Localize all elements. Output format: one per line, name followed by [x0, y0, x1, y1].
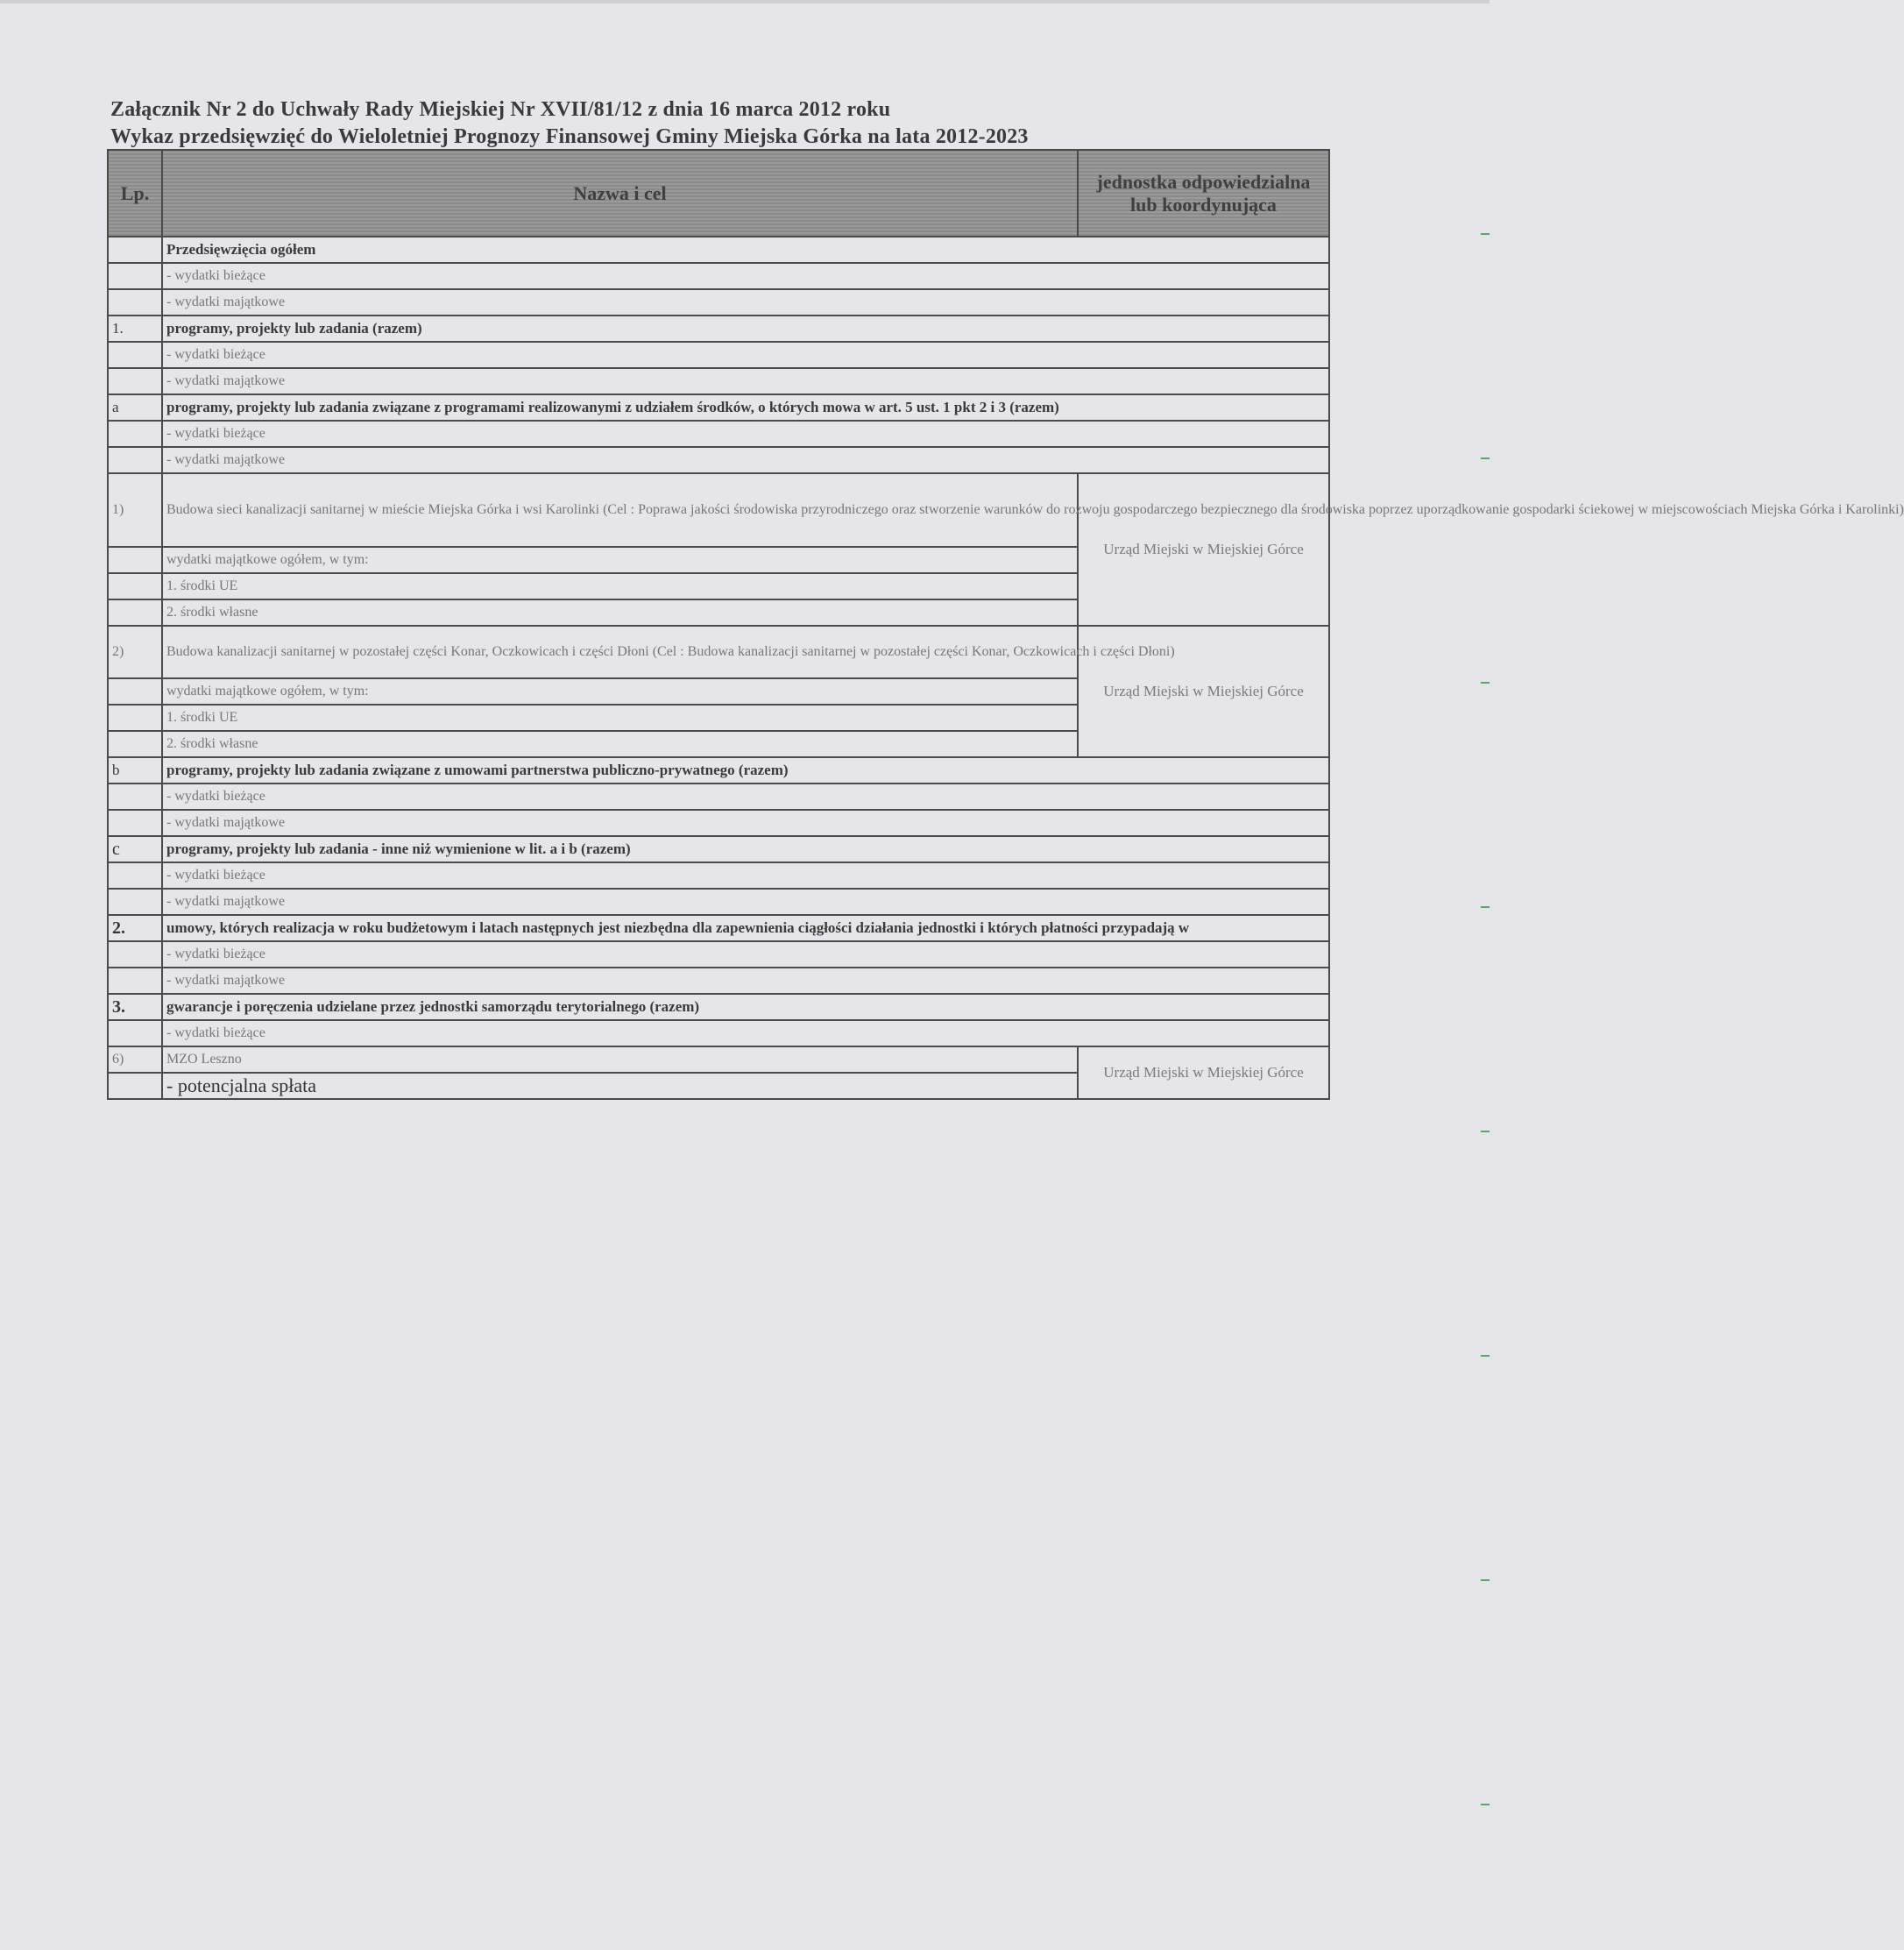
- table-row: [108, 368, 1329, 394]
- row-label: - wydatki bieżące: [162, 862, 1329, 889]
- lp-cell: [108, 968, 162, 994]
- list-title: Wykaz przedsięwzięć do Wieloletniej Prognozy Finansowej Gminy Miejska Górka na lata 2012-2023: [110, 125, 1029, 148]
- table-row: [108, 994, 1329, 1020]
- row-label: - wydatki bieżące: [162, 263, 1329, 289]
- table-row: [108, 316, 1329, 342]
- header-lp: Lp.: [108, 150, 162, 237]
- table-header-row: [108, 150, 1329, 237]
- lp-cell: 1): [108, 473, 162, 547]
- lp-cell: 1.: [108, 316, 162, 342]
- table-row: [108, 836, 1329, 862]
- row-label: wydatki majątkowe ogółem, w tym:: [162, 547, 1078, 573]
- scan-mark: [1481, 1579, 1490, 1581]
- row-label: - wydatki bieżące: [162, 1020, 1329, 1046]
- table-row: [108, 289, 1329, 316]
- lp-cell: [108, 368, 162, 394]
- lp-cell: [108, 599, 162, 626]
- lp-cell: [108, 289, 162, 316]
- attachment-title: Załącznik Nr 2 do Uchwały Rady Miejskiej Nr XVII/81/12 z dnia 16 marca 2012 roku: [110, 98, 891, 121]
- lp-cell: [108, 941, 162, 968]
- lp-cell: a: [108, 394, 162, 421]
- table-row: [108, 889, 1329, 915]
- row-label: - wydatki majątkowe: [162, 447, 1329, 473]
- table-row: [108, 1046, 1329, 1073]
- scan-mark: [1481, 457, 1490, 459]
- lp-cell: c: [108, 836, 162, 862]
- lp-cell: b: [108, 757, 162, 784]
- row-label: - wydatki majątkowe: [162, 810, 1329, 836]
- table-row: [108, 263, 1329, 289]
- row-label: - wydatki majątkowe: [162, 889, 1329, 915]
- scan-mark: [1481, 1355, 1490, 1357]
- scan-edge: [0, 0, 1490, 4]
- row-label: 2. środki własne: [162, 599, 1078, 626]
- row-label: programy, projekty lub zadania (razem): [162, 316, 1329, 342]
- row-label: - wydatki majątkowe: [162, 968, 1329, 994]
- table-row: [108, 915, 1329, 941]
- lp-cell: [108, 421, 162, 447]
- row-label: - wydatki majątkowe: [162, 368, 1329, 394]
- row-label: - potencjalna spłata: [162, 1073, 1078, 1099]
- row-label: umowy, których realizacja w roku budżetowym i latach następnych jest niezbędna dla zapewnienia ciągłości działania jednostki i których płatności przypadają w: [162, 915, 1329, 941]
- row-label: - wydatki bieżące: [162, 342, 1329, 368]
- table-row: [108, 784, 1329, 810]
- table-row: [108, 1020, 1329, 1046]
- lp-cell: [108, 889, 162, 915]
- lp-cell: 2.: [108, 915, 162, 941]
- table-row: [108, 757, 1329, 784]
- lp-cell: [108, 731, 162, 757]
- table-row: [108, 968, 1329, 994]
- lp-cell: [108, 784, 162, 810]
- scan-mark: [1481, 682, 1490, 684]
- project-name: Budowa kanalizacji sanitarnej w pozostałej części Konar, Oczkowicach i części Dłoni (Cel : Budowa kanalizacji sanitarnej w pozostałej części Konar, Oczkowicach i części Dłoni): [162, 626, 1078, 678]
- scan-mark: [1481, 1804, 1490, 1805]
- row-label: 1. środki UE: [162, 705, 1078, 731]
- scan-mark: [1481, 1131, 1490, 1132]
- lp-cell: [108, 237, 162, 263]
- lp-cell: [108, 263, 162, 289]
- row-label: 1. środki UE: [162, 573, 1078, 599]
- table-row: [108, 941, 1329, 968]
- table-row: [108, 626, 1329, 678]
- row-label: programy, projekty lub zadania - inne niż wymienione w lit. a i b (razem): [162, 836, 1329, 862]
- row-label: 2. środki własne: [162, 731, 1078, 757]
- lp-cell: [108, 678, 162, 705]
- row-label: - wydatki bieżące: [162, 784, 1329, 810]
- lp-cell: [108, 1073, 162, 1099]
- lp-cell: [108, 1020, 162, 1046]
- table-row: [108, 810, 1329, 836]
- table-row: [108, 237, 1329, 263]
- lp-cell: [108, 705, 162, 731]
- responsible-unit: Urząd Miejski w Miejskiej Górce: [1078, 1046, 1329, 1099]
- responsible-unit: Urząd Miejski w Miejskiej Górce: [1078, 473, 1329, 626]
- lp-cell: [108, 342, 162, 368]
- undertakings-table: [107, 149, 1904, 1100]
- row-label: wydatki majątkowe ogółem, w tym:: [162, 678, 1078, 705]
- table-row: [108, 862, 1329, 889]
- header-unit: jednostka odpowiedzialna lub koordynująca: [1078, 150, 1329, 237]
- project-name: Budowa sieci kanalizacji sanitarnej w mieście Miejska Górka i wsi Karolinki (Cel : Poprawa jakości środowiska przyrodniczego oraz stworzenie warunków do rozwoju gospodarczego bezpiecznego dla środowiska poprzez uporządkowanie gospodarki ściekowej w miejscowościach Miejska Górka i Karolinki): [162, 473, 1078, 547]
- lp-cell: [108, 447, 162, 473]
- table-row: [108, 473, 1329, 547]
- row-label: gwarancje i poręczenia udzielane przez jednostki samorządu terytorialnego (razem): [162, 994, 1329, 1020]
- lp-cell: [108, 573, 162, 599]
- row-label: - wydatki majątkowe: [162, 289, 1329, 316]
- row-label: programy, projekty lub zadania związane z programami realizowanymi z udziałem środków, o których mowa w art. 5 ust. 1 pkt 2 i 3 (razem): [162, 394, 1329, 421]
- table-row: [108, 447, 1329, 473]
- scan-mark: [1481, 906, 1490, 908]
- row-label: Przedsięwzięcia ogółem: [162, 237, 1329, 263]
- row-label: - wydatki bieżące: [162, 941, 1329, 968]
- lp-cell: [108, 862, 162, 889]
- row-label: MZO Leszno: [162, 1046, 1078, 1073]
- lp-cell: 3.: [108, 994, 162, 1020]
- header-name: Nazwa i cel: [162, 150, 1078, 237]
- table-row: [108, 342, 1329, 368]
- lp-cell: [108, 810, 162, 836]
- lp-cell: [108, 547, 162, 573]
- table-row: [108, 421, 1329, 447]
- row-label: programy, projekty lub zadania związane z umowami partnerstwa publiczno-prywatnego (razem): [162, 757, 1329, 784]
- scan-mark: [1481, 233, 1490, 235]
- table-row: [108, 394, 1329, 421]
- responsible-unit: Urząd Miejski w Miejskiej Górce: [1078, 626, 1329, 757]
- lp-cell: 6): [108, 1046, 162, 1073]
- lp-cell: 2): [108, 626, 162, 678]
- row-label: - wydatki bieżące: [162, 421, 1329, 447]
